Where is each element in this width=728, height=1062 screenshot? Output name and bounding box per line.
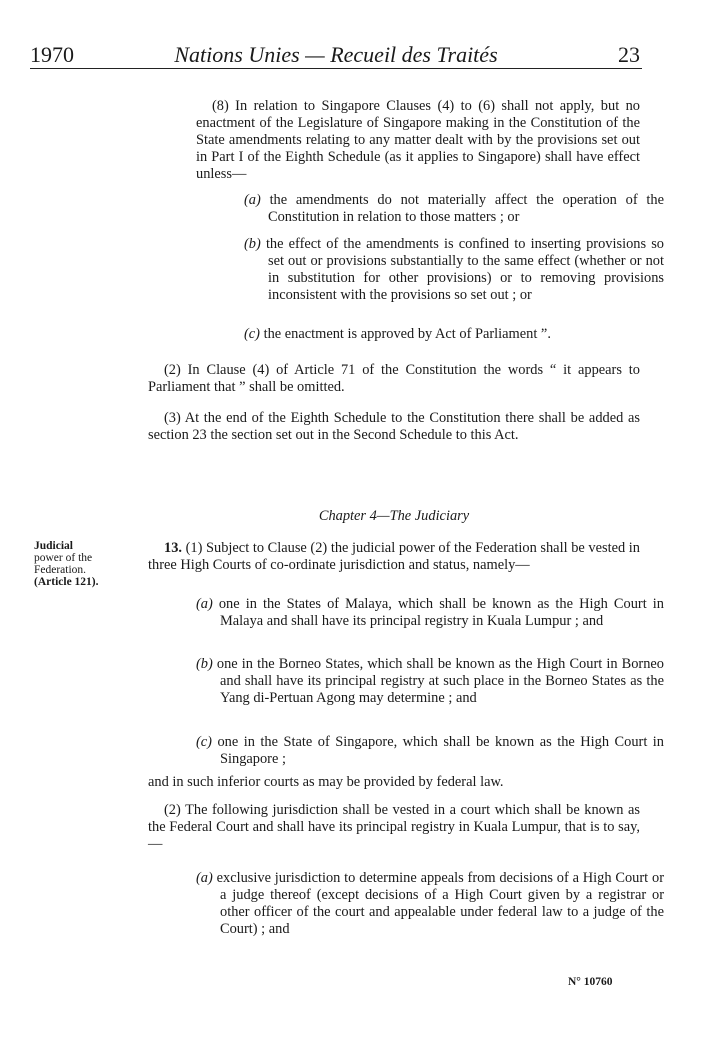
- paragraph-3-text: (3) At the end of the Eighth Schedule to the Constitution there shall be added as section 23 the section set out in the Second Schedule to this Act.: [148, 410, 640, 443]
- paragraph-8-item-c: [244, 326, 664, 343]
- section-13-intro: [148, 540, 640, 574]
- s13-item-c-label: (c): [196, 734, 212, 750]
- s13-p2-item-a-label: (a): [196, 870, 213, 886]
- item-a-text: the amendments do not materially affect the operation of the Constitution in relation to those matters ; or: [268, 192, 664, 225]
- paragraph-8: [196, 98, 640, 183]
- header-page-number: 23: [618, 42, 640, 67]
- margin-note-line-3: Federation.: [34, 564, 87, 576]
- section-13-item-c: [196, 734, 664, 768]
- s13-item-b-label: (b): [196, 656, 213, 672]
- running-header: [30, 40, 642, 69]
- paragraph-8-item-b: [244, 236, 664, 304]
- paragraph-2-text: (2) In Clause (4) of Article 71 of the Constitution the words “ it appears to Parliament that ” shall be omitted.: [148, 362, 640, 395]
- section-number: 13.: [164, 540, 182, 556]
- item-c-label: (c): [244, 326, 260, 342]
- item-c-text: the enactment is approved by Act of Parliament ”.: [263, 326, 551, 342]
- section-13-item-a: [196, 596, 664, 630]
- paragraph-2: [148, 362, 640, 396]
- s13-p2-item-a-text: exclusive jurisdiction to determine appeals from decisions of a High Court or a judge thereof (except decisions of a High Court given by a registrar or other officer of the court and appealable under federal law to a judge of the Court) ; and: [216, 870, 664, 937]
- item-b-text: the effect of the amendments is confined to inserting provisions so set out or provisions substantially to the same effect (whether or not in substitution for other provisions) or to removing provisions inconsistent with the provisions so set out ; or: [265, 236, 664, 303]
- s13-item-b-text: one in the Borneo States, which shall be known as the High Court in Borneo and shall have its principal registry at such place in the Borneo States as the Yang di-Pertuan Agong may determine ; and: [216, 656, 664, 706]
- paragraph-8-item-a: [244, 192, 664, 226]
- margin-note-line-4: (Article 121).: [34, 576, 99, 588]
- section-13-intro-text: (1) Subject to Clause (2) the judicial power of the Federation shall be vested in three High Courts of co-ordinate jurisdiction and status, namely—: [148, 540, 640, 573]
- paragraph-8-text: (8) In relation to Singapore Clauses (4) to (6) shall not apply, but no enactment of the Legislature of Singapore making in the Constitution of the State amendments relating to any matter dealt with by the provisions set out in Part I of the Eighth Schedule (as it applies to Singapore) shall have effect unless—: [196, 98, 640, 182]
- chapter-heading: Chapter 4—The Judiciary: [318, 508, 470, 524]
- document-number: N° 10760: [568, 976, 613, 988]
- section-13-paragraph-2: [148, 802, 640, 853]
- section-13-item-b: [196, 656, 664, 707]
- section-13-p2-item-a: [196, 870, 664, 938]
- section-13-paragraph-2-text: (2) The following jurisdiction shall be vested in a court which shall be known as the Federal Court and shall have its principal registry in Kuala Lumpur, that is to say,—: [148, 802, 640, 852]
- item-b-label: (b): [244, 236, 261, 252]
- header-title: Nations Unies — Recueil des Traités: [174, 42, 498, 67]
- item-a-label: (a): [244, 192, 261, 208]
- paragraph-3: [148, 410, 640, 444]
- margin-note-line-2: power of the: [34, 552, 93, 564]
- section-13-tail-text: and in such inferior courts as may be provided by federal law.: [148, 774, 504, 790]
- header-year: 1970: [30, 42, 74, 67]
- section-13-tail: [148, 774, 640, 791]
- s13-item-a-label: (a): [196, 596, 213, 612]
- s13-item-c-text: one in the State of Singapore, which shall be known as the High Court in Singapore ;: [217, 734, 664, 767]
- margin-note: [34, 540, 144, 588]
- margin-note-line-1: Judicial: [34, 540, 73, 552]
- s13-item-a-text: one in the States of Malaya, which shall be known as the High Court in Malaya and shall have its principal registry in Kuala Lumpur ; and: [218, 596, 664, 629]
